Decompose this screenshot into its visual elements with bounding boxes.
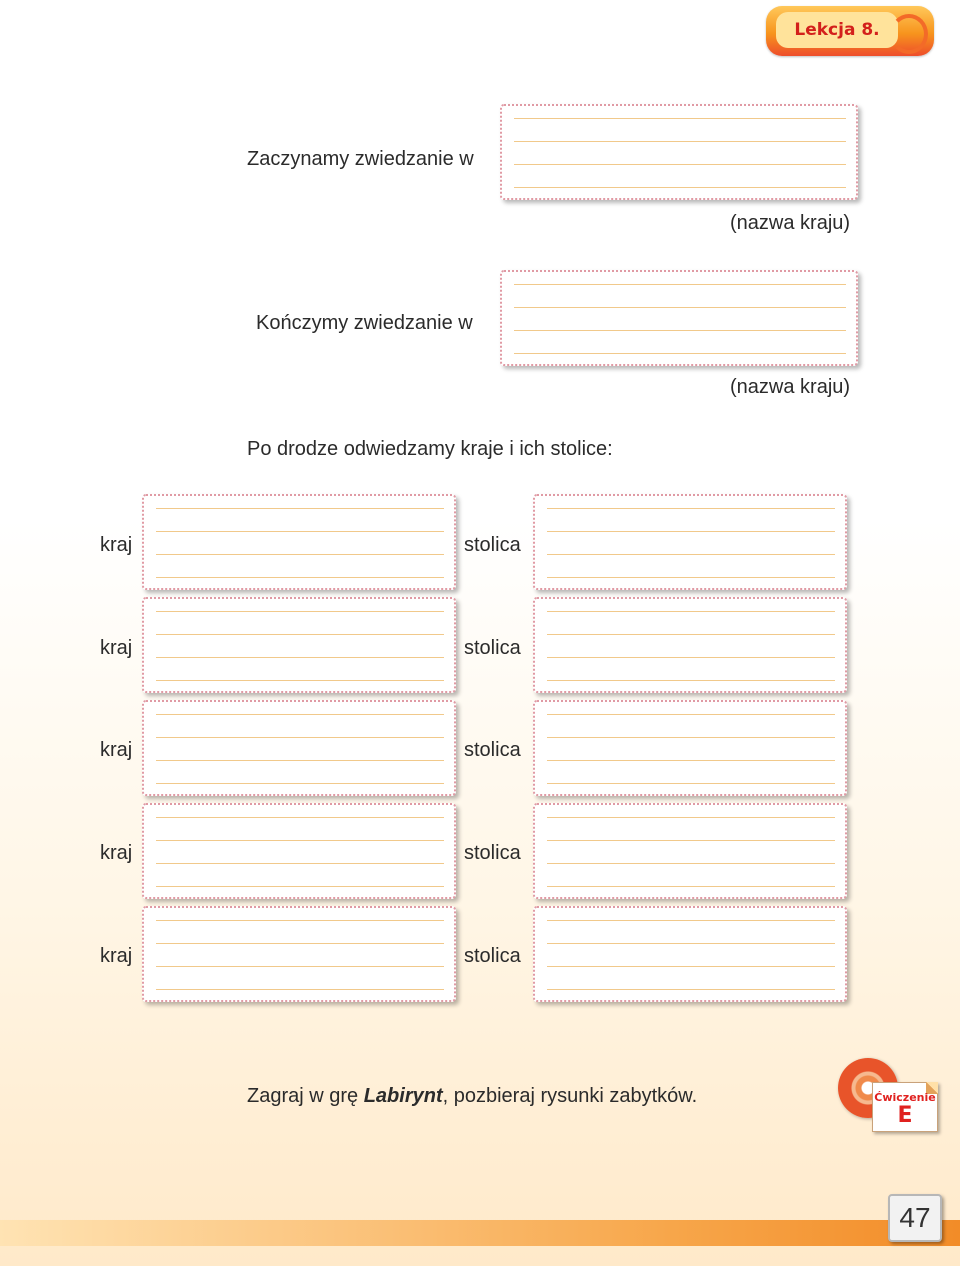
write-line: [156, 886, 444, 887]
write-line: [547, 840, 835, 841]
write-line: [547, 760, 835, 761]
write-line: [547, 508, 835, 509]
instruction-suffix: , pozbieraj rysunki zabytków.: [442, 1085, 698, 1107]
write-line: [547, 577, 835, 578]
page-number: 47: [888, 1194, 942, 1242]
write-line: [514, 164, 846, 165]
capital-box-4[interactable]: [533, 803, 847, 899]
write-line: [156, 531, 444, 532]
end-hint: (nazwa kraju): [730, 376, 851, 398]
write-line: [514, 118, 846, 119]
write-line: [156, 714, 444, 715]
write-line: [156, 943, 444, 944]
write-line: [156, 920, 444, 921]
write-line: [156, 680, 444, 681]
start-country-box[interactable]: [500, 104, 858, 200]
lesson-tab: [766, 6, 934, 56]
write-line: [156, 863, 444, 864]
game-instruction: [247, 1085, 697, 1108]
country-box-4[interactable]: [142, 803, 456, 899]
write-line: [547, 817, 835, 818]
write-line: [156, 508, 444, 509]
capital-box-2[interactable]: [533, 597, 847, 693]
write-line: [514, 187, 846, 188]
capital-label: stolica: [464, 534, 521, 556]
capital-box-3[interactable]: [533, 700, 847, 796]
write-line: [156, 611, 444, 612]
write-line: [514, 353, 846, 354]
write-line: [547, 714, 835, 715]
route-intro: Po drodze odwiedzamy kraje i ich stolice:: [247, 438, 613, 460]
country-box-3[interactable]: [142, 700, 456, 796]
write-line: [156, 760, 444, 761]
start-sentence: Zaczynamy zwiedzanie w: [247, 148, 474, 170]
write-line: [547, 611, 835, 612]
capital-box-1[interactable]: [533, 494, 847, 590]
write-line: [547, 783, 835, 784]
write-line: [514, 307, 846, 308]
write-line: [156, 577, 444, 578]
write-line: [547, 863, 835, 864]
write-line: [547, 920, 835, 921]
swirl-decoration-icon: [890, 14, 928, 54]
game-name[interactable]: Labirynt: [363, 1085, 443, 1107]
end-country-box[interactable]: [500, 270, 858, 366]
write-line: [547, 886, 835, 887]
country-label: kraj: [100, 739, 133, 761]
country-box-1[interactable]: [142, 494, 456, 590]
write-line: [547, 634, 835, 635]
exercise-label: Ćwiczenie: [874, 1091, 936, 1104]
start-hint: (nazwa kraju): [730, 212, 851, 234]
country-label: kraj: [100, 842, 133, 864]
write-line: [156, 966, 444, 967]
write-line: [514, 141, 846, 142]
bottom-bar: [0, 1220, 960, 1246]
write-line: [156, 657, 444, 658]
write-line: [547, 966, 835, 967]
write-line: [514, 284, 846, 285]
write-line: [547, 943, 835, 944]
country-label: kraj: [100, 534, 133, 556]
capital-box-5[interactable]: [533, 906, 847, 1002]
instruction-prefix: Zagraj w grę: [247, 1085, 364, 1107]
write-line: [156, 634, 444, 635]
write-line: [547, 680, 835, 681]
country-box-5[interactable]: [142, 906, 456, 1002]
write-line: [514, 330, 846, 331]
write-line: [547, 989, 835, 990]
write-line: [156, 840, 444, 841]
capital-label: stolica: [464, 842, 521, 864]
exercise-letter: E: [897, 1103, 913, 1128]
write-line: [156, 737, 444, 738]
write-line: [156, 817, 444, 818]
exercise-badge[interactable]: [872, 1082, 938, 1132]
write-line: [547, 737, 835, 738]
write-line: [156, 783, 444, 784]
write-line: [547, 531, 835, 532]
write-line: [547, 657, 835, 658]
write-line: [156, 989, 444, 990]
lesson-label: Lekcja 8.: [794, 20, 880, 40]
country-box-2[interactable]: [142, 597, 456, 693]
lesson-tab-inner: [776, 12, 898, 48]
capital-label: stolica: [464, 739, 521, 761]
write-line: [547, 554, 835, 555]
country-label: kraj: [100, 945, 133, 967]
country-label: kraj: [100, 637, 133, 659]
write-line: [156, 554, 444, 555]
capital-label: stolica: [464, 945, 521, 967]
capital-label: stolica: [464, 637, 521, 659]
end-sentence: Kończymy zwiedzanie w: [256, 312, 473, 334]
